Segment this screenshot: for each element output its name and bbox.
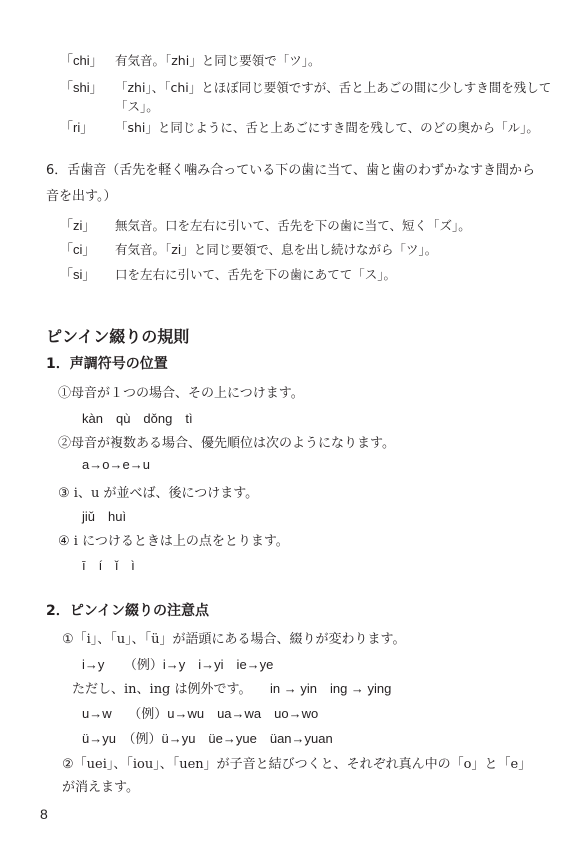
- entry-key: 「ri」: [60, 120, 94, 135]
- rule2-1-text: ①「i」、「u」、「ü」が語頭にある場合、綴りが変わります。: [62, 632, 406, 647]
- rule2-example: a→o→e→u: [82, 457, 150, 472]
- entry-key: 「chi」: [60, 53, 103, 68]
- rule1-example: kàn qù dǒng tì: [82, 411, 193, 426]
- entry-desc: 「shi」と同じように、舌と上あごにすき間を残して、のどの奥から「ル」。: [115, 120, 539, 135]
- rule3-text: ③ i、u が並べば、後につけます。: [58, 486, 259, 501]
- entry-key: 「zi」: [60, 218, 96, 233]
- page-number: 8: [40, 806, 48, 822]
- entry-key: 「shi」: [60, 80, 103, 95]
- rule3-example: jiǔ huì: [82, 509, 127, 524]
- section6-intro: 6．舌歯音（舌先を軽く噛み合っている下の歯に当て、歯と歯のわずかなすき間から音を出す。）: [46, 163, 536, 204]
- subsection2-title: 2．ピンイン綴りの注意点: [46, 603, 210, 619]
- rule4-text: ④ i につけるときは上の点をとります。: [58, 534, 289, 549]
- example-v: ü→yu （例）ü→yu üe→yue üan→yuan: [82, 731, 333, 746]
- exception-note: ただし、in、ing は例外です。: [72, 682, 252, 697]
- entry-desc: 有気音。「zi」と同じ要領で、息を出し続けながら「ツ」。: [115, 242, 438, 257]
- entry-key: 「si」: [60, 267, 96, 282]
- rule1-text: ①母音が１つの場合、その上につけます。: [58, 386, 304, 401]
- example-u: u→w （例）u→wu ua→wa uo→wo: [82, 706, 319, 721]
- exception-example: in → yin ing → ying: [270, 681, 392, 696]
- entry-key: 「ci」: [60, 242, 96, 257]
- rule2-text: ②母音が複数ある場合、優先順位は次のようになります。: [58, 436, 395, 451]
- rule4-example: ī í ǐ ì: [82, 558, 135, 573]
- entry-desc: 有気音。「zhi」と同じ要領で「ツ」。: [115, 53, 321, 68]
- entry-desc: 無気音。口を左右に引いて、舌先を下の歯に当て、短く「ズ」。: [115, 218, 471, 233]
- rules-heading: ピンイン綴りの規則: [46, 327, 190, 346]
- subsection1-title: 1．声調符号の位置: [46, 356, 168, 372]
- entry-desc: 口を左右に引いて、舌先を下の歯にあてて「ス」。: [115, 267, 397, 282]
- rule2-2-text: ②「uei」、「iou」、「uen」が子音と結びつくと、それぞれ真ん中の「o」と「e」が消えます。: [62, 757, 532, 795]
- example-i: i→y （例）i→y i→yi ie→ye: [82, 657, 274, 672]
- entry-desc: 「zhi」、「chi」とほぼ同じ要領ですが、舌と上あごの間に少しすき間を残して「ス」。: [115, 80, 552, 114]
